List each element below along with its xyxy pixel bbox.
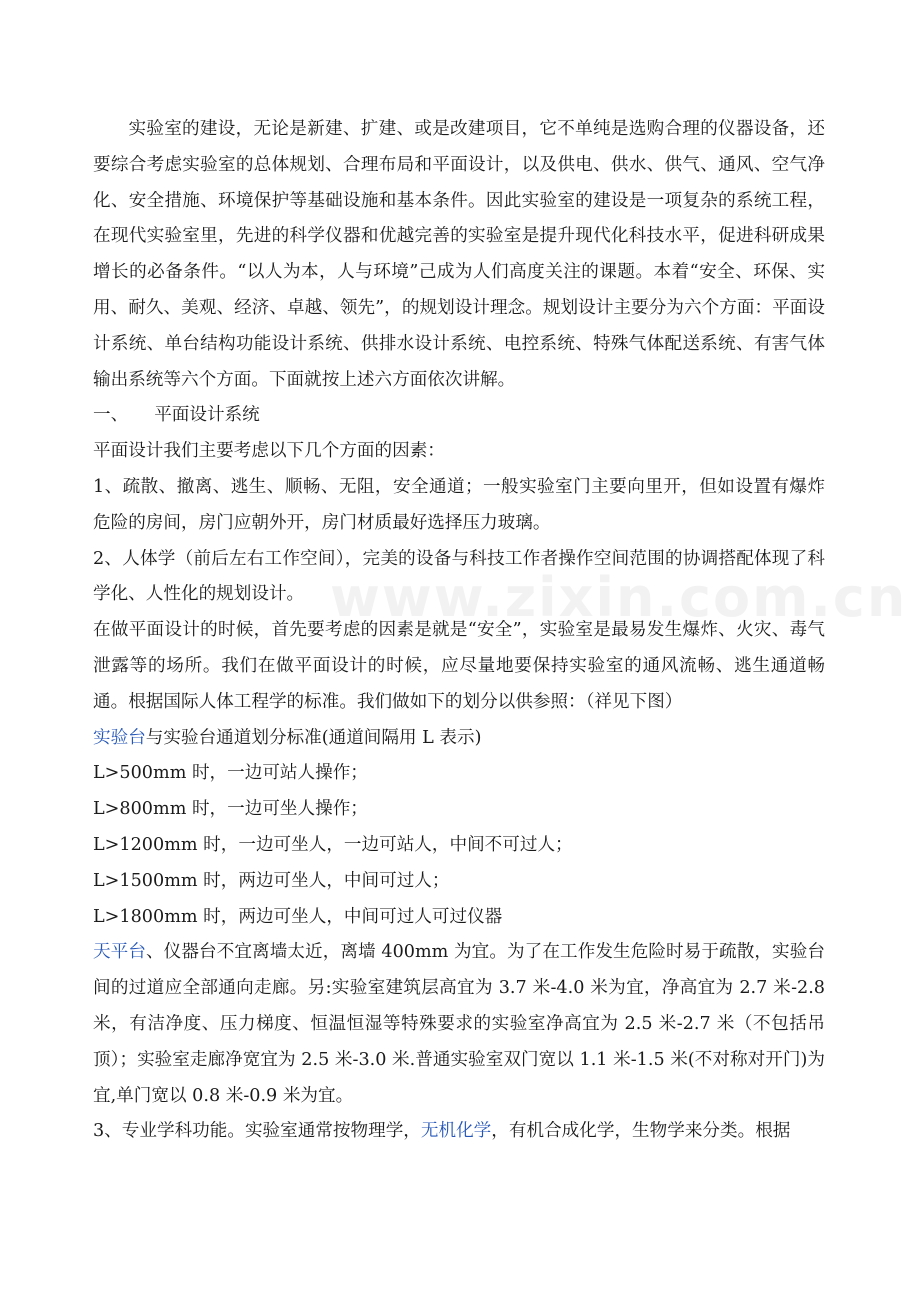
factors-intro: 平面设计我们主要考虑以下几个方面的因素： [93,441,445,462]
rule-1800: L>1800mm 时，两边可坐人，中间可过人可过仪器 [93,906,503,927]
item-3-post: ，有机合成化学，生物学来分类。根据 [491,1121,791,1142]
item-3 [93,1114,825,1150]
rule-1200: L>1200mm 时，一边可坐人，一边可站人，中间不可过人； [93,834,573,855]
lab-bench-link[interactable]: 实验台 [93,727,146,748]
intro-paragraph [93,112,825,398]
balance-text: 、仪器台不宜离墙太近，离墙 400mm 为宜。为了在工作发生危险时易于疏散，实验台间的过道应全部通向走廊。另:实验室建筑层高宜为 3.7 米-4.0 米为宜，净高宜为 2.7 米-2.8 米，有洁净度、压力梯度、恒温恒湿等特殊要求的实验室净高宜为 2.5 米-2.7 米（不包括吊顶）；实验室走廊净宽宜为 2.5 米-3.0 米.普通实验室双门宽以 1.1 米-1.5 米(不对称对开门)为宜,单门宽以 0.8 米-0.9 米为宜。 [93,942,825,1106]
safety-paragraph: 在做平面设计的时候，首先要考虑的因素是就是“安全”，实验室是最易发生爆炸、火灾、毒气泄露等的场所。我们在做平面设计的时候，应尽量地要保持实验室的通风流畅、逃生通道畅通。根据国际人体工程学的标准。我们做如下的划分以供参照：（祥见下图） [93,620,825,712]
item-1: 1、疏散、撤离、逃生、顺畅、无阻，安全通道；一般实验室门主要向里开，但如设置有爆炸危险的房间，房门应朝外开，房门材质最好选择压力玻璃。 [93,476,825,533]
rule-1500: L>1500mm 时，两边可坐人，中间可过人； [93,870,450,891]
watermark: www.zixin.com.cn [330,566,908,629]
item-2: 2、人体学（前后左右工作空间），完美的设备与科技工作者操作空间范围的协调搭配体现了科学化、人性化的规划设计。 [93,548,825,605]
balance-paragraph [93,935,825,1114]
item-3-pre: 3、专业学科功能。实验室通常按物理学， [93,1121,421,1142]
channel-standard [93,721,825,757]
balance-table-link[interactable]: 天平台 [93,942,147,963]
rule-500: L>500mm 时，一边可站人操作； [93,763,368,784]
document-body [93,112,825,1150]
section-title: 平面设计系统 [154,405,260,426]
section-heading [93,398,825,434]
intro-text: 实验室的建设，无论是新建、扩建、或是改建项目，它不单纯是选购合理的仪器设备，还要综合考虑实验室的总体规划、合理布局和平面设计，以及供电、供水、供气、通风、空气净化、安全措施、环境保护等基础设施和基本条件。因此实验室的建设是一项复杂的系统工程，在现代实验室里，先进的科学仪器和优越完善的实验室是提升现代化科技水平，促进科研成果增长的必备条件。“以人为本，人与环境”己成为人们高度关注的课题。本着“安全、环保、实用、耐久、美观、经济、卓越、领先”，的规划设计理念。规划设计主要分为六个方面：平面设计系统、单台结构功能设计系统、供排水设计系统、电控系统、特殊气体配送系统、有害气体输出系统等六个方面。下面就按上述六方面依次讲解。 [93,119,825,390]
channel-standard-text: 与实验台通道划分标准(通道间隔用 L 表示) [145,727,482,748]
section-number: 一、 [93,405,129,426]
rule-800: L>800mm 时，一边可坐人操作； [93,799,368,820]
inorganic-chemistry-link[interactable]: 无机化学 [420,1121,492,1142]
